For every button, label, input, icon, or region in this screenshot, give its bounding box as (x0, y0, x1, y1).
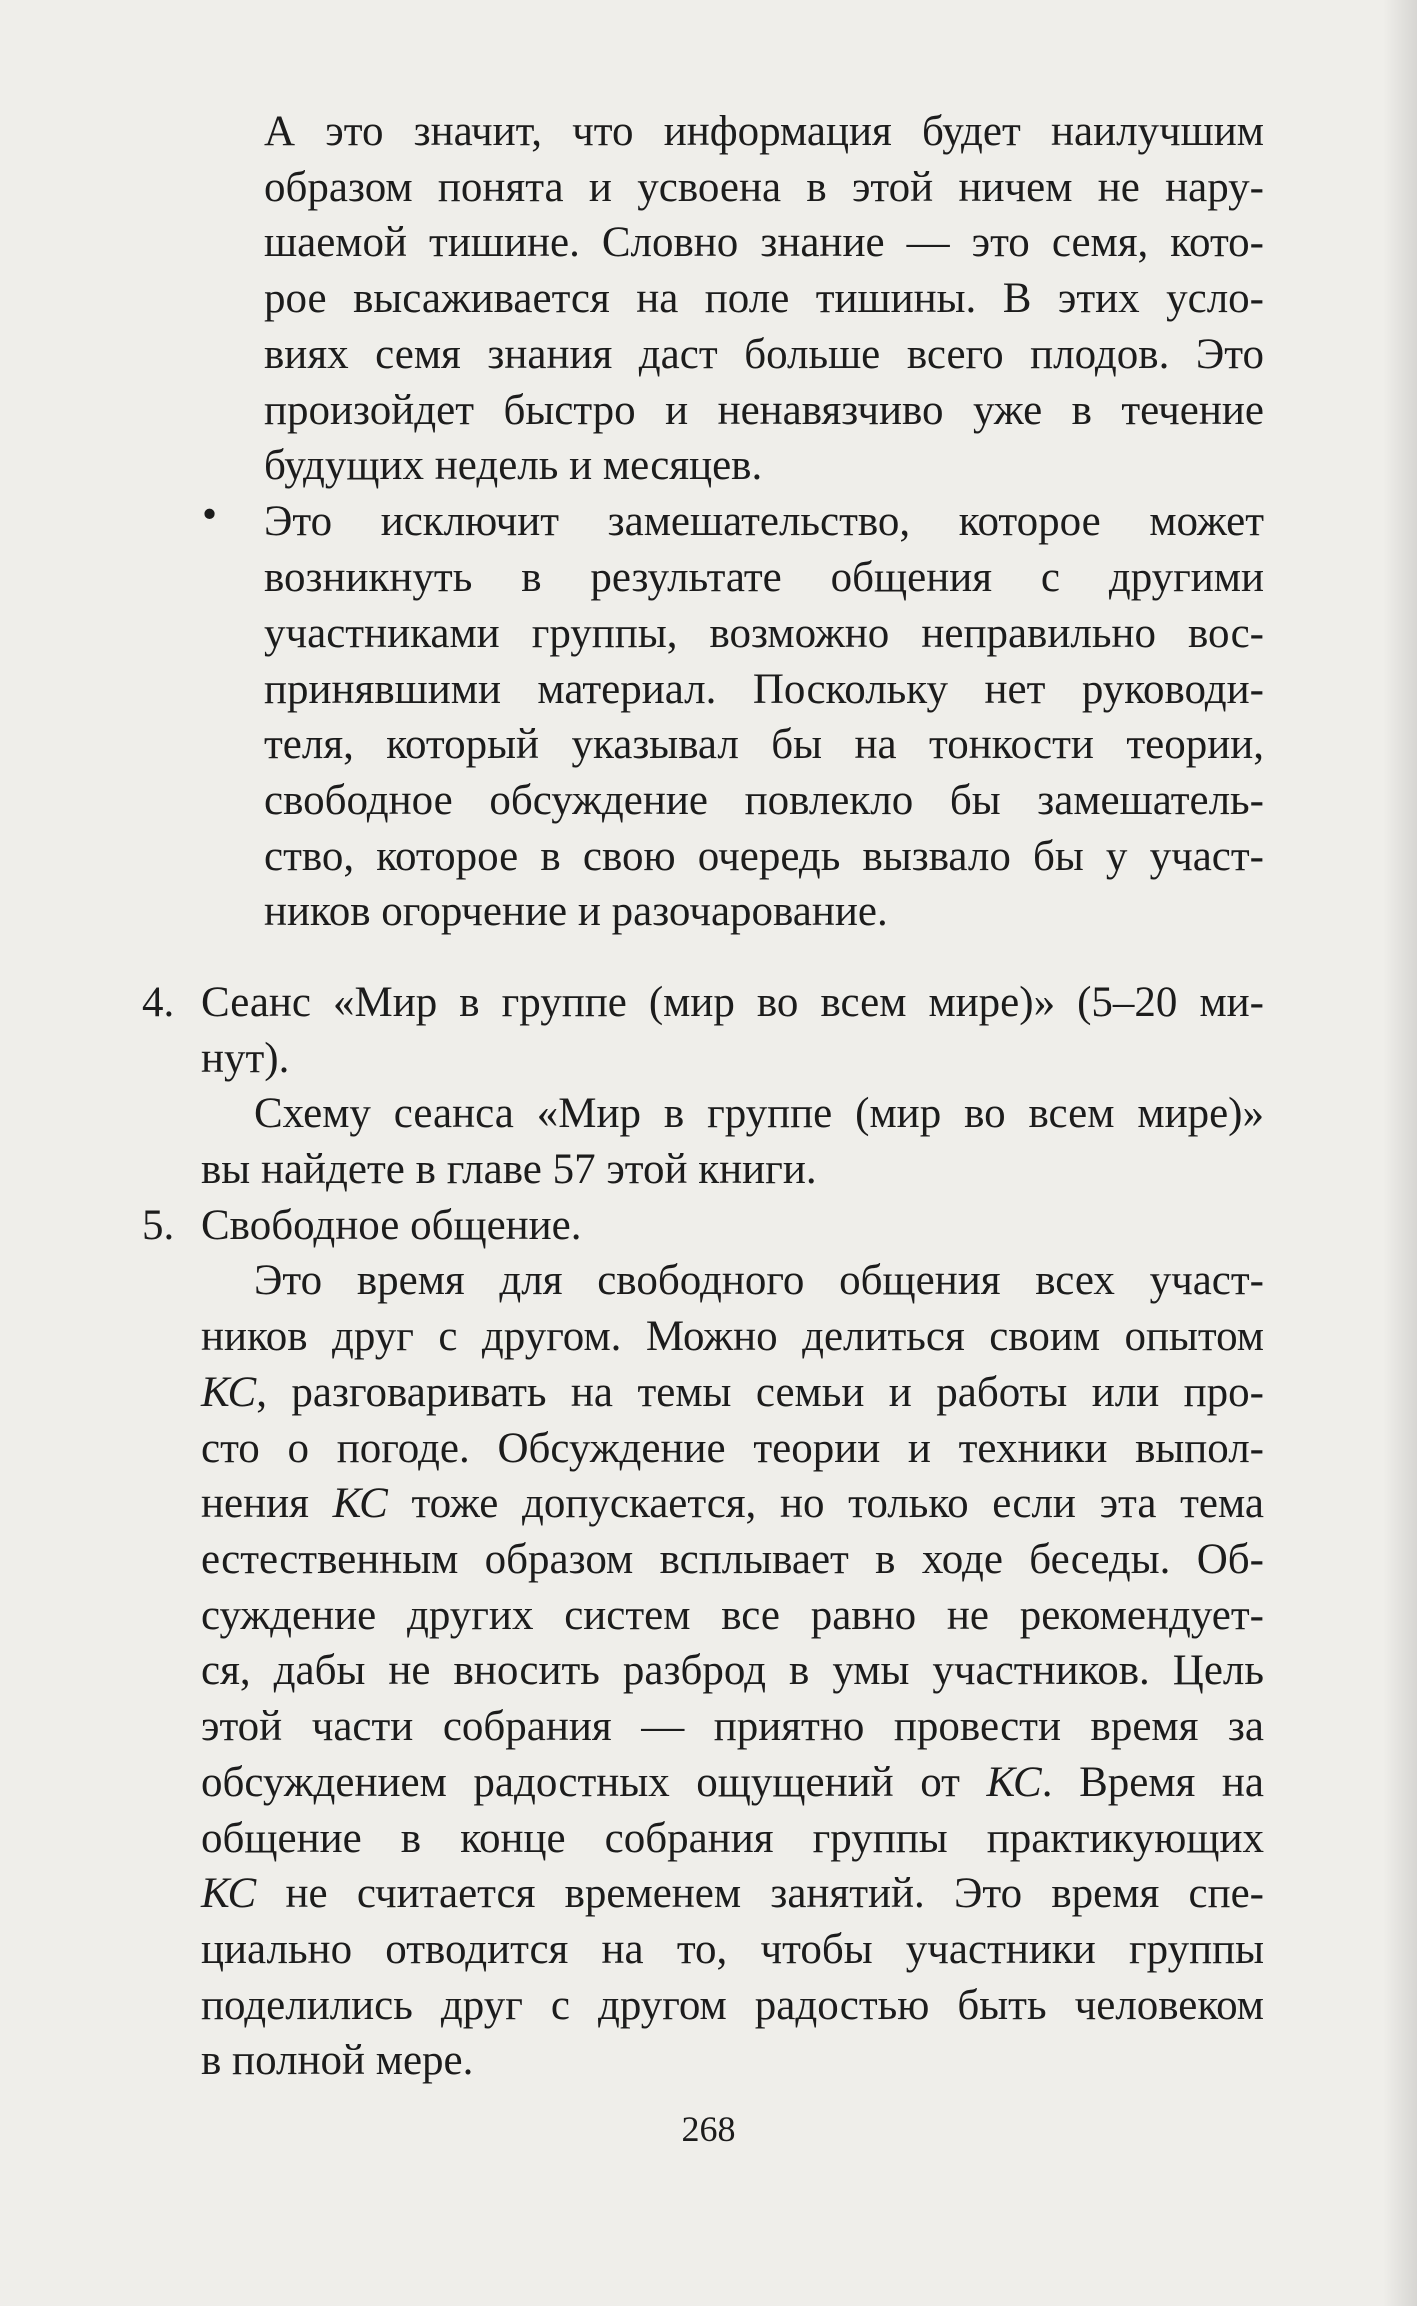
text-line: сто о погоде. Обсуждение теории и техники выпол- (201, 1425, 1264, 1472)
text-line: ников друг с другом. Можно делиться своим опытом (201, 1313, 1264, 1360)
text-line: этой части собрания — приятно провести время за (201, 1703, 1264, 1750)
text-line: КС, разговаривать на темы семьи и работы или про- (201, 1369, 1264, 1416)
text-line: будущих недель и месяцев. (264, 442, 763, 489)
text-line: нения КС тоже допускается, но только если эта тема (201, 1480, 1264, 1527)
text-line: Это исключит замешательство, которое может (264, 498, 1264, 545)
text-line: А это значит, что информация будет наилучшим (264, 108, 1264, 155)
bullet-marker: • (202, 491, 218, 538)
page-edge-shadow (1383, 0, 1417, 2306)
text-line: ся, дабы не вносить разброд в умы участников. Цель (201, 1647, 1264, 1694)
text-line: нут). (201, 1035, 290, 1082)
text-line: ников огорчение и разочарование. (264, 888, 888, 935)
text-line: участниками группы, возможно неправильно вос- (264, 610, 1264, 657)
text-line: образом понята и усвоена в этой ничем не нару- (264, 164, 1264, 211)
text-line: в полной мере. (201, 2037, 474, 2084)
text-line: принявшими материал. Поскольку нет руководи- (264, 666, 1264, 713)
text-line: циально отводится на то, чтобы участники группы (201, 1926, 1264, 1973)
text-line: произойдет быстро и ненавязчиво уже в течение (264, 387, 1264, 434)
text-line: КС не считается временем занятий. Это время спе- (201, 1870, 1264, 1917)
text-line: поделились друг с другом радостью быть человеком (201, 1982, 1264, 2029)
page-number: 268 (681, 2109, 736, 2149)
text-line: виях семя знания даст больше всего плодов. Это (264, 331, 1264, 378)
text-line: суждение других систем все равно не рекомендует- (201, 1592, 1264, 1639)
text-line: Свободное общение. (201, 1202, 582, 1249)
text-line: обсуждением радостных ощущений от КС. Время на (201, 1759, 1265, 1806)
text-line: Схему сеанса «Мир в группе (мир во всем мире)» (254, 1090, 1264, 1137)
list-number-5: 5. (142, 1202, 175, 1249)
text-line: Это время для свободного общения всех участ- (254, 1257, 1264, 1304)
text-line: теля, который указывал бы на тонкости теории, (264, 721, 1264, 768)
text-line: ство, которое в свою очередь вызвало бы у участ- (264, 833, 1264, 880)
text-line: свободное обсуждение повлекло бы замешатель- (264, 777, 1264, 824)
text-line: вы найдете в главе 57 этой книги. (201, 1146, 817, 1193)
text-line: возникнуть в результате общения с другими (264, 554, 1264, 601)
text-line: Сеанс «Мир в группе (мир во всем мире)» (5–20 ми- (201, 979, 1264, 1026)
list-number-4: 4. (142, 979, 175, 1026)
text-line: общение в конце собрания группы практикующих (201, 1815, 1264, 1862)
text-line: естественным образом всплывает в ходе беседы. Об- (201, 1536, 1264, 1583)
text-line: шаемой тишине. Словно знание — это семя, кото- (264, 219, 1264, 266)
text-line: рое высаживается на поле тишины. В этих усло- (264, 275, 1264, 322)
